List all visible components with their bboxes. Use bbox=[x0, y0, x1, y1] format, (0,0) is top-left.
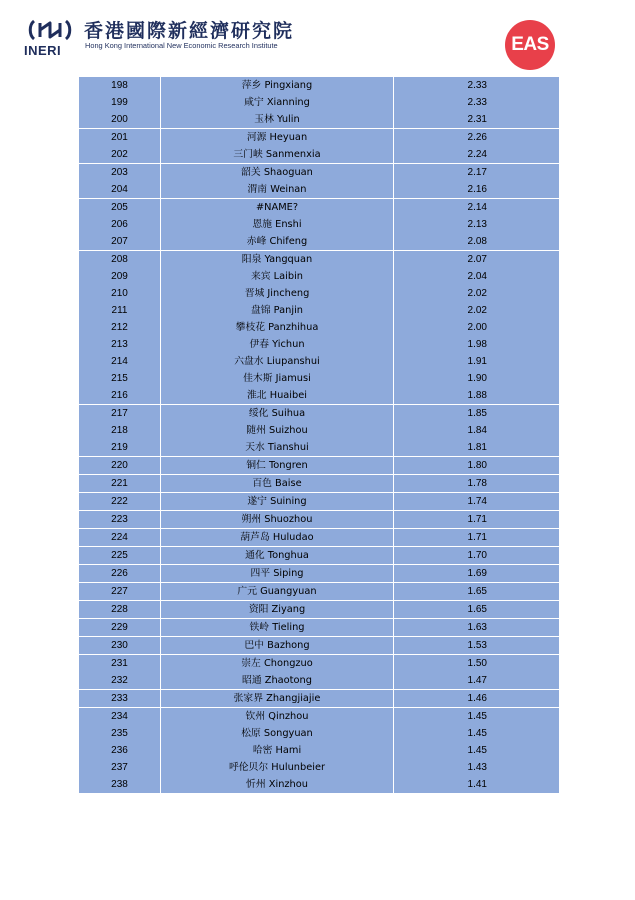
table-row bbox=[79, 302, 560, 319]
city-cell: 忻州 Xinzhou bbox=[161, 776, 394, 793]
city-cell: 铁岭 Tieling bbox=[161, 619, 394, 637]
table-row bbox=[79, 146, 560, 164]
table-row bbox=[79, 725, 560, 742]
city-cell: 葫芦岛 Huludao bbox=[161, 529, 394, 547]
value-cell: 1.46 bbox=[394, 690, 560, 708]
rank-cell: 226 bbox=[79, 565, 161, 583]
rank-cell: 206 bbox=[79, 216, 161, 233]
value-cell: 2.26 bbox=[394, 129, 560, 147]
city-cell: 赤峰 Chifeng bbox=[161, 233, 394, 251]
city-cell: 晋城 Jincheng bbox=[161, 285, 394, 302]
value-cell: 2.07 bbox=[394, 251, 560, 269]
table-row bbox=[79, 565, 560, 583]
city-cell: 天水 Tianshui bbox=[161, 439, 394, 457]
table-row bbox=[79, 387, 560, 405]
table-row bbox=[79, 94, 560, 111]
value-cell: 1.43 bbox=[394, 759, 560, 776]
value-cell: 1.71 bbox=[394, 511, 560, 529]
table-row bbox=[79, 583, 560, 601]
city-cell: 呼伦贝尔 Hulunbeier bbox=[161, 759, 394, 776]
ineri-logo-icon bbox=[28, 17, 72, 43]
city-cell: 咸宁 Xianning bbox=[161, 94, 394, 111]
rank-cell: 219 bbox=[79, 439, 161, 457]
value-cell: 2.08 bbox=[394, 233, 560, 251]
rank-cell: 221 bbox=[79, 475, 161, 493]
value-cell: 2.33 bbox=[394, 77, 560, 94]
value-cell: 1.50 bbox=[394, 655, 560, 673]
table-row bbox=[79, 422, 560, 439]
ranking-table bbox=[78, 77, 560, 793]
city-cell: 松原 Songyuan bbox=[161, 725, 394, 742]
rank-cell: 227 bbox=[79, 583, 161, 601]
value-cell: 2.24 bbox=[394, 146, 560, 164]
table-row bbox=[79, 370, 560, 387]
eas-badge: EAS bbox=[505, 20, 555, 70]
table-row bbox=[79, 111, 560, 129]
org-name-chinese: 香港國際新經濟研究院 bbox=[84, 20, 295, 42]
rank-cell: 203 bbox=[79, 164, 161, 182]
rank-cell: 209 bbox=[79, 268, 161, 285]
rank-cell: 216 bbox=[79, 387, 161, 405]
value-cell: 1.88 bbox=[394, 387, 560, 405]
rank-cell: 212 bbox=[79, 319, 161, 336]
city-cell: 随州 Suizhou bbox=[161, 422, 394, 439]
city-cell: 绥化 Suihua bbox=[161, 405, 394, 423]
table-row bbox=[79, 547, 560, 565]
table-row bbox=[79, 199, 560, 217]
rank-cell: 237 bbox=[79, 759, 161, 776]
city-cell: 来宾 Laibin bbox=[161, 268, 394, 285]
rank-cell: 210 bbox=[79, 285, 161, 302]
rank-cell: 202 bbox=[79, 146, 161, 164]
rank-cell: 235 bbox=[79, 725, 161, 742]
city-cell: 盘锦 Panjin bbox=[161, 302, 394, 319]
value-cell: 1.74 bbox=[394, 493, 560, 511]
table-row bbox=[79, 601, 560, 619]
rank-cell: 225 bbox=[79, 547, 161, 565]
rank-cell: 213 bbox=[79, 336, 161, 353]
value-cell: 1.84 bbox=[394, 422, 560, 439]
city-cell: 遂宁 Suining bbox=[161, 493, 394, 511]
rank-cell: 220 bbox=[79, 457, 161, 475]
value-cell: 2.13 bbox=[394, 216, 560, 233]
rank-cell: 204 bbox=[79, 181, 161, 199]
rank-cell: 231 bbox=[79, 655, 161, 673]
rank-cell: 215 bbox=[79, 370, 161, 387]
value-cell: 1.81 bbox=[394, 439, 560, 457]
city-cell: 恩施 Enshi bbox=[161, 216, 394, 233]
value-cell: 1.71 bbox=[394, 529, 560, 547]
rank-cell: 201 bbox=[79, 129, 161, 147]
table-row bbox=[79, 251, 560, 269]
rank-cell: 230 bbox=[79, 637, 161, 655]
value-cell: 1.70 bbox=[394, 547, 560, 565]
value-cell: 1.65 bbox=[394, 583, 560, 601]
value-cell: 1.63 bbox=[394, 619, 560, 637]
table-row bbox=[79, 672, 560, 690]
value-cell: 1.91 bbox=[394, 353, 560, 370]
table-row bbox=[79, 336, 560, 353]
value-cell: 2.16 bbox=[394, 181, 560, 199]
table-row bbox=[79, 233, 560, 251]
value-cell: 1.41 bbox=[394, 776, 560, 793]
city-cell: #NAME? bbox=[161, 199, 394, 217]
city-cell: 河源 Heyuan bbox=[161, 129, 394, 147]
rank-cell: 211 bbox=[79, 302, 161, 319]
value-cell: 2.04 bbox=[394, 268, 560, 285]
rank-cell: 214 bbox=[79, 353, 161, 370]
table-row bbox=[79, 181, 560, 199]
table-row bbox=[79, 637, 560, 655]
table-row bbox=[79, 619, 560, 637]
table-row bbox=[79, 439, 560, 457]
rank-cell: 198 bbox=[79, 77, 161, 94]
value-cell: 1.85 bbox=[394, 405, 560, 423]
rank-cell: 205 bbox=[79, 199, 161, 217]
city-cell: 伊春 Yichun bbox=[161, 336, 394, 353]
city-cell: 钦州 Qinzhou bbox=[161, 708, 394, 726]
city-cell: 韶关 Shaoguan bbox=[161, 164, 394, 182]
city-cell: 萍乡 Pingxiang bbox=[161, 77, 394, 94]
table-row bbox=[79, 353, 560, 370]
value-cell: 1.45 bbox=[394, 708, 560, 726]
value-cell: 2.02 bbox=[394, 302, 560, 319]
page-header bbox=[0, 0, 635, 70]
table-row bbox=[79, 708, 560, 726]
table-row bbox=[79, 690, 560, 708]
rank-cell: 207 bbox=[79, 233, 161, 251]
rank-cell: 223 bbox=[79, 511, 161, 529]
city-cell: 朔州 Shuozhou bbox=[161, 511, 394, 529]
table-row bbox=[79, 475, 560, 493]
rank-cell: 236 bbox=[79, 742, 161, 759]
value-cell: 1.45 bbox=[394, 742, 560, 759]
value-cell: 1.78 bbox=[394, 475, 560, 493]
table-row bbox=[79, 405, 560, 423]
table-row bbox=[79, 529, 560, 547]
rank-cell: 200 bbox=[79, 111, 161, 129]
rank-cell: 199 bbox=[79, 94, 161, 111]
value-cell: 2.00 bbox=[394, 319, 560, 336]
city-cell: 百色 Baise bbox=[161, 475, 394, 493]
city-cell: 资阳 Ziyang bbox=[161, 601, 394, 619]
value-cell: 1.69 bbox=[394, 565, 560, 583]
rank-cell: 232 bbox=[79, 672, 161, 690]
city-cell: 玉林 Yulin bbox=[161, 111, 394, 129]
city-cell: 淮北 Huaibei bbox=[161, 387, 394, 405]
value-cell: 2.02 bbox=[394, 285, 560, 302]
org-name-english: Hong Kong International New Economic Research Institute bbox=[85, 41, 278, 50]
city-cell: 阳泉 Yangquan bbox=[161, 251, 394, 269]
value-cell: 1.47 bbox=[394, 672, 560, 690]
city-cell: 佳木斯 Jiamusi bbox=[161, 370, 394, 387]
value-cell: 2.31 bbox=[394, 111, 560, 129]
value-cell: 2.14 bbox=[394, 199, 560, 217]
table-row bbox=[79, 742, 560, 759]
city-cell: 崇左 Chongzuo bbox=[161, 655, 394, 673]
city-cell: 张家界 Zhangjiajie bbox=[161, 690, 394, 708]
value-cell: 2.17 bbox=[394, 164, 560, 182]
city-cell: 哈密 Hami bbox=[161, 742, 394, 759]
city-cell: 攀枝花 Panzhihua bbox=[161, 319, 394, 336]
rank-cell: 218 bbox=[79, 422, 161, 439]
table-row bbox=[79, 77, 560, 94]
value-cell: 2.33 bbox=[394, 94, 560, 111]
value-cell: 1.98 bbox=[394, 336, 560, 353]
table-row bbox=[79, 655, 560, 673]
table-row bbox=[79, 457, 560, 475]
city-cell: 广元 Guangyuan bbox=[161, 583, 394, 601]
city-cell: 巴中 Bazhong bbox=[161, 637, 394, 655]
value-cell: 1.80 bbox=[394, 457, 560, 475]
rank-cell: 234 bbox=[79, 708, 161, 726]
value-cell: 1.90 bbox=[394, 370, 560, 387]
table-row bbox=[79, 319, 560, 336]
table-row bbox=[79, 268, 560, 285]
rank-cell: 238 bbox=[79, 776, 161, 793]
table-row bbox=[79, 511, 560, 529]
rank-cell: 233 bbox=[79, 690, 161, 708]
rank-cell: 217 bbox=[79, 405, 161, 423]
city-cell: 铜仁 Tongren bbox=[161, 457, 394, 475]
city-cell: 渭南 Weinan bbox=[161, 181, 394, 199]
table-row bbox=[79, 285, 560, 302]
city-cell: 六盘水 Liupanshui bbox=[161, 353, 394, 370]
rank-cell: 208 bbox=[79, 251, 161, 269]
table-row bbox=[79, 776, 560, 793]
rank-cell: 224 bbox=[79, 529, 161, 547]
rank-cell: 222 bbox=[79, 493, 161, 511]
city-cell: 三门峡 Sanmenxia bbox=[161, 146, 394, 164]
rank-cell: 229 bbox=[79, 619, 161, 637]
table-row bbox=[79, 129, 560, 147]
value-cell: 1.45 bbox=[394, 725, 560, 742]
ranking-table-body bbox=[79, 77, 560, 793]
table-row bbox=[79, 759, 560, 776]
ineri-logo-text: INERI bbox=[24, 43, 62, 58]
city-cell: 昭通 Zhaotong bbox=[161, 672, 394, 690]
value-cell: 1.65 bbox=[394, 601, 560, 619]
table-row bbox=[79, 164, 560, 182]
table-row bbox=[79, 216, 560, 233]
city-cell: 四平 Siping bbox=[161, 565, 394, 583]
rank-cell: 228 bbox=[79, 601, 161, 619]
value-cell: 1.53 bbox=[394, 637, 560, 655]
table-row bbox=[79, 493, 560, 511]
city-cell: 通化 Tonghua bbox=[161, 547, 394, 565]
